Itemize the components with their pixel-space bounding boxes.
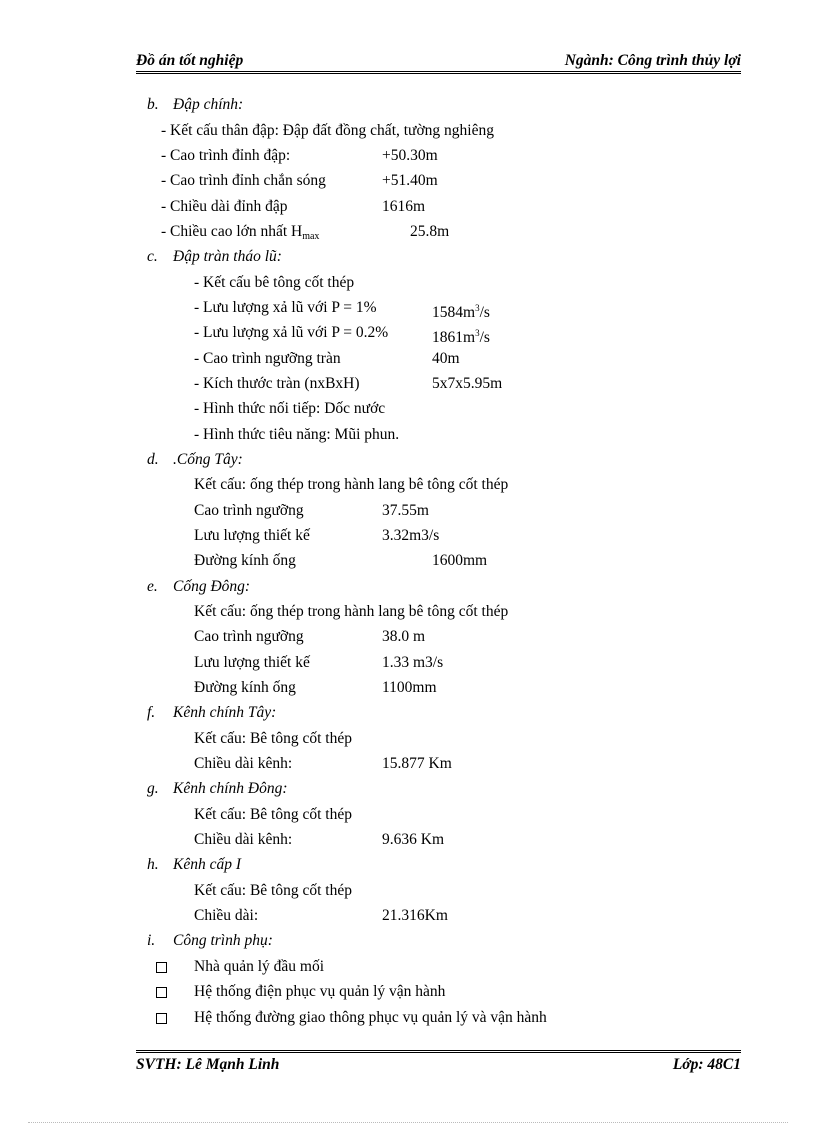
item-b-3-value: 1616m [382,198,426,215]
item-d-3-value: 1600mm [432,552,488,569]
section-d-heading: d. .Cống Tây: [147,451,243,468]
section-i-title: Công trình phụ: [173,932,273,949]
header-right: Ngành: Công trình thủy lợi [564,52,741,69]
section-g-title: Kênh chính Đông: [173,780,288,797]
section-h-heading: h. Kênh cấp I [147,856,242,873]
item-d-2-label: Lưu lượng thiết kế [194,527,310,544]
item-h-1-label: Chiều dài: [194,907,259,924]
section-e-heading: e. Cống Đông: [147,578,251,595]
section-b-title: Đập chính: [173,96,244,113]
item-d-1-value: 37.55m [382,502,429,519]
item-b-2-value: +51.40m [382,172,438,189]
item-g-1-value: 9.636 Km [382,831,444,848]
section-i-heading: i. Công trình phụ: [147,932,273,949]
bullet-item-i-2: Hệ thống đường giao thông phục vụ quản lý và vận hành [156,1008,716,1028]
item-e-3-value: 1100mm [382,679,437,696]
bullet-item-i-0: Nhà quản lý đầu mối [156,957,656,977]
checkbox-square-icon [156,987,167,998]
item-c-1-label: - Lưu lượng xả lũ với P = 1% [194,299,377,316]
item-d-1-label: Cao trình ngưỡng [194,502,304,519]
page-footer [136,1054,741,1076]
footer-rule-2 [136,1052,741,1053]
item-e-0: Kết cấu: ống thép trong hành lang bê tông cốt thép [194,603,509,620]
item-c-2-value: $1861m^3/s$ [432,328,490,347]
page-header [136,50,741,70]
item-f-0: Kết cấu: Bê tông cốt thép [194,730,352,747]
item-e-3-label: Đường kính ống [194,679,296,696]
item-b-1-label: - Cao trình đỉnh đập: [161,147,291,164]
item-f-1-label: Chiều dài kênh: [194,755,293,772]
item-b-0: - Kết cấu thân đập: Đập đất đồng chất, tường nghiêng [161,122,494,139]
item-h-1-value: 21.316Km [382,907,448,924]
item-c-3-value: 40m [432,350,460,367]
item-b-4-value: 25.8m [410,223,450,240]
section-h-title: Kênh cấp I [173,856,242,873]
item-e-1-value: 38.0 m [382,628,426,645]
item-c-3-label: - Cao trình ngưỡng tràn [194,350,341,367]
item-c-4-label: - Kích thước tràn (nxBxH) [194,375,360,392]
item-e-1-label: Cao trình ngưỡng [194,628,304,645]
section-b-heading: b. Đập chính: [147,96,244,113]
footer-right: Lớp: 48C1 [672,1056,741,1073]
subscript-max: max [302,231,320,242]
checkbox-square-icon [156,962,167,973]
section-c-title: Đập tràn tháo lũ: [173,248,282,265]
header-rule-2 [136,73,741,74]
footer-left: SVTH: Lê Mạnh Linh [136,1056,280,1073]
item-c-5: - Hình thức nối tiếp: Dốc nước [194,400,386,417]
item-d-3-label: Đường kính ống [194,552,296,569]
item-c-0: - Kết cấu bê tông cốt thép [194,274,355,291]
section-d-title: .Cống Tây: [173,451,243,468]
item-e-2-label: Lưu lượng thiết kế [194,654,310,671]
item-f-1-value: 15.877 Km [382,755,452,772]
footer-rule [136,1050,741,1051]
bullet-item-i-1: Hệ thống điện phục vụ quản lý vận hành [156,982,656,1002]
item-h-0: Kết cấu: Bê tông cốt thép [194,882,352,899]
header-left: Đồ án tốt nghiệp [136,52,244,69]
item-g-0: Kết cấu: Bê tông cốt thép [194,806,352,823]
item-c-2-label: - Lưu lượng xả lũ với P = 0.2% [194,324,389,341]
item-b-2-label: - Cao trình đỉnh chắn sóng [161,172,326,189]
item-d-0: Kết cấu: ống thép trong hành lang bê tông cốt thép [194,476,509,493]
section-e-title: Cống Đông: [173,578,251,595]
header-rule [136,71,741,72]
section-f-heading: f. Kênh chính Tây: [147,704,277,721]
item-c-1-value: $1584m^3/s$ [432,303,490,322]
section-f-title: Kênh chính Tây: [173,704,277,721]
item-b-1-value: +50.30m [382,147,438,164]
item-g-1-label: Chiều dài kênh: [194,831,293,848]
item-b-3-label: - Chiều dài đỉnh đập [161,198,288,215]
item-c-4-value: 5x7x5.95m [432,375,503,392]
section-g-heading: g. Kênh chính Đông: [147,780,288,797]
item-b-4-label: - Chiều cao lớn nhất $H_{max}$ [161,223,320,242]
item-d-2-value: 3.32m3/s [382,527,440,544]
section-c-heading: c. Đập tràn tháo lũ: [147,248,282,265]
item-c-6: - Hình thức tiêu năng: Mũi phun. [194,426,400,443]
checkbox-square-icon [156,1013,167,1024]
item-e-2-value: 1.33 m3/s [382,654,444,671]
